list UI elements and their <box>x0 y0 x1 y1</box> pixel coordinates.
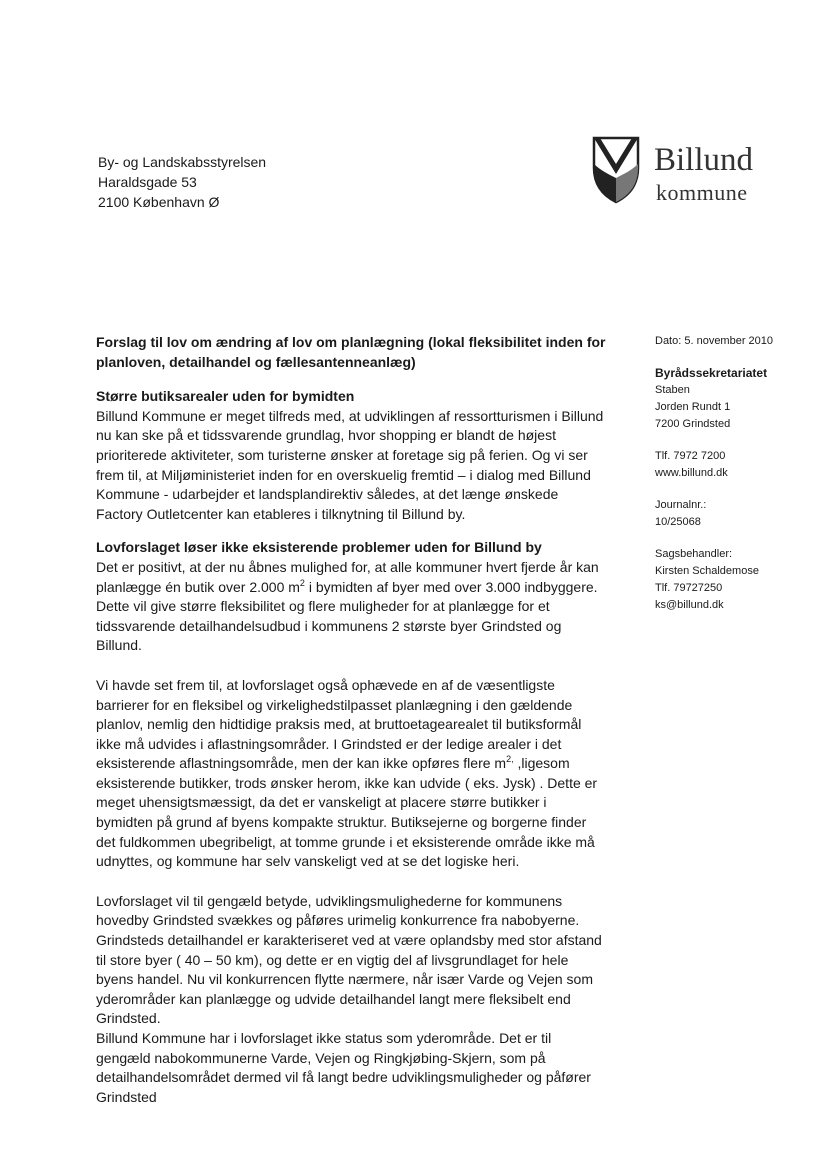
letter-date: Dato: 5. november 2010 <box>655 335 774 347</box>
letter-body <box>96 333 606 1107</box>
section-heading-1: Større butiksarealer uden for bymidten <box>96 388 355 405</box>
journal-label: Journalnr.: <box>655 499 707 511</box>
recipient-street: Haraldsgade 53 <box>98 174 197 190</box>
superscript-2: 2 <box>299 577 305 588</box>
recipient-name: By- og Landskabsstyrelsen <box>98 154 267 170</box>
case-handler-label: Sagsbehandler: <box>655 548 733 560</box>
unit-name: Staben <box>655 384 690 396</box>
case-handler-name: Kirsten Schaldemose <box>655 565 759 577</box>
section-2-paragraph <box>96 558 606 656</box>
recipient-address <box>98 152 266 212</box>
sender-phone: Tlf. 7972 7200 <box>655 450 726 462</box>
case-handler-phone: Tlf. 79727250 <box>655 582 723 594</box>
logo-kommune-text: kommune <box>656 180 748 205</box>
superscript-2-comma: 2, <box>506 754 514 765</box>
paragraph-3-text-b: ,ligesom eksisterende butikker, trods ønsker herom, ikke kan udvide ( eks. Jysk) . Dette er meget uhensigtsmæssigt, da det er vanskeligt at placere større butikker i bymidten på grund af byens kompakte struktur. Butiksejerne og borgerne finder det fuldkommen ubegribeligt, at tomme grunde i et eksisterende område ikke må udnyttes, og kommune har selv vanskeligt ved at se det logiske heri. <box>96 755 598 870</box>
journal-number: 10/25068 <box>655 516 701 528</box>
billund-logo <box>588 134 788 214</box>
section-2-text-b: i bymidten af byer med over 3.000 indbyggere. Dette vil give større fleksibilitet og flere muligheder for at planlægge for et tidssvarende detailhandelsudbud i kommunens 2 største byer Grindsted og Billund. <box>96 578 598 654</box>
case-handler-email: ks@billund.dk <box>655 599 724 611</box>
paragraph-4: Lovforslaget vil til gengæld betyde, udviklingsmulighederne for kommunens hovedby Grindsted svækkes og påføres urimelig konkurrence fra nabobyerne. Grindsteds detailhandel er karakteriseret ved at være oplandsby med stor afstand til store byer ( 40 – 50 km), og dette er en vigtig del af livsgrundlaget for hele byens handel. Nu vil konkurrencen flytte nærmere, når især Varde og Vejen som yderområder kan planlægge og udvide detailhandel langt mere fleksibelt end Grindsted. <box>96 892 602 1027</box>
paragraph-3 <box>96 676 606 872</box>
section-2-text-a: Det er positivt, at der nu åbnes mulighed for, at alle kommuner hvert fjerde år kan planlægge én butik over 2.000 m <box>96 558 599 595</box>
sender-sidebar <box>655 333 820 614</box>
sender-street: Jorden Rundt 1 <box>655 401 731 413</box>
logo-billund-text: Billund <box>654 142 754 178</box>
department-name: Byrådssekretariatet <box>655 366 768 380</box>
recipient-city: 2100 København Ø <box>98 194 220 210</box>
letter-title: Forslag til lov om ændring af lov om planlægning (lokal fleksibilitet inden for planloven, detailhandel og fællesantenneanlæg) <box>96 334 606 370</box>
paragraph-5: Billund Kommune har i lovforslaget ikke status som yderområde. Det er til gengæld nabokommunerne Varde, Vejen og Ringkjøbing-Skjern, som på detailhandelsområdet dermed vil få langt bedre udviklingsmuligheder og påfører Grindsted <box>96 1030 591 1105</box>
paragraph-3-text-a: Vi havde set frem til, at lovforslaget også ophævede en af de væsentligste barrierer for en fleksibel og virkelighedstilpasset planlægning i den gældende planlov, nemlig den hidtidige praksis med, at bruttoetagearealet til butiksformål ikke må udvides i aflastningsområder. I Grindsted er der ledige arealer i det eksisterende aflastningsområde, men der kan ikke opføres flere m <box>96 676 582 772</box>
coat-of-arms-icon <box>588 134 644 204</box>
section-heading-2: Lovforslaget løser ikke eksisterende problemer uden for Billund by <box>96 539 542 556</box>
sender-website: www.billund.dk <box>655 467 728 479</box>
sender-city: 7200 Grindsted <box>655 418 731 430</box>
section-1-paragraph: Billund Kommune er meget tilfreds med, at udviklingen af ressortturismen i Billund nu kan ske på et tidssvarende grundlag, hvor shopping er blandt de højest prioriterede aktiviteter, som turisterne ønsker at foretage sig på ferien. Og vi ser frem til, at Miljøministeriet inden for en overskuelig fremtid – i dialog med Billund Kommune - udarbejder et landsplandirektiv således, at det længe ønskede Factory Outletcenter kan etableres i tilknytning til Billund by. <box>96 407 604 522</box>
